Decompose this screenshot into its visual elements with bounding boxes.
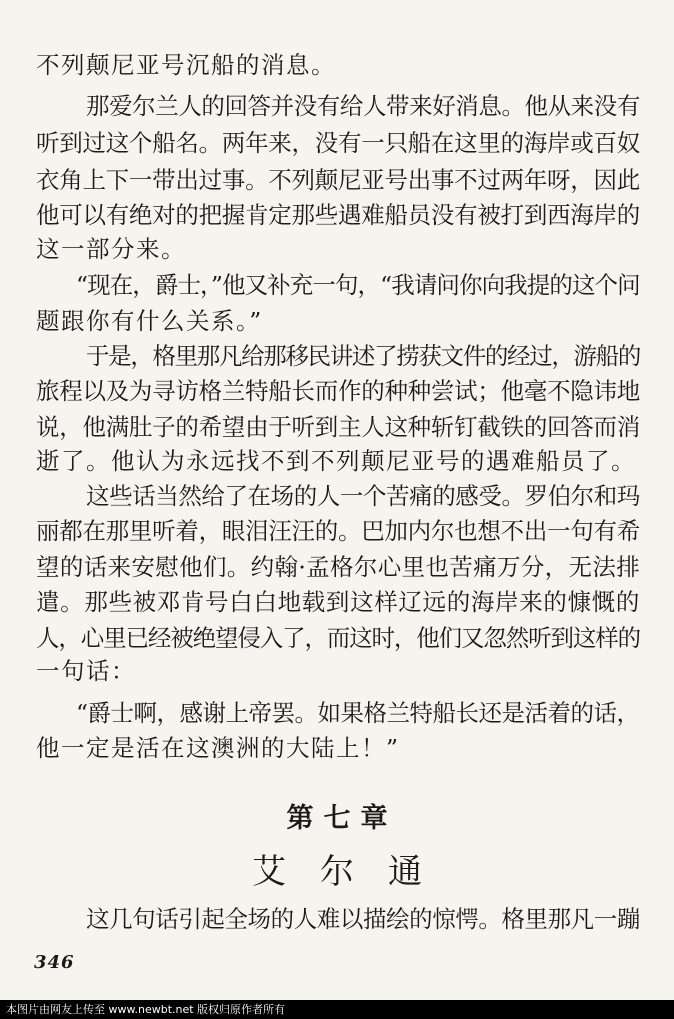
text-line: 于是，格里那凡给那移民讲述了捞获文件的经过，游船的 <box>86 342 640 370</box>
page-number: 346 <box>34 952 75 973</box>
text-line: 逝了。他认为永远找不到不列颠尼亚号的遇难船员了。 <box>36 447 636 475</box>
text-line: 旅程以及为寻访格兰特船长而作的种种尝试；他毫不隐讳地 <box>36 377 640 405</box>
chapter-title: 艾尔通 <box>252 852 456 892</box>
watermark-footer: 本图片由网友上传至 www.newbt.net 版权归原作者所有 <box>0 1000 674 1019</box>
text-line: 这些话当然给了在场的人一个苦痛的感受。罗伯尔和玛 <box>86 482 640 510</box>
text-line: 望的话来安慰他们。约翰·孟格尔心里也苦痛万分，无法排 <box>36 553 641 581</box>
text-line: 遣。那些被邓肯号白白地载到这样辽远的海岸来的慷慨的 <box>36 588 640 616</box>
text-line: 这几句话引起全场的人难以描绘的惊愕。格里那凡一蹦 <box>86 905 640 933</box>
text-line: 不列颠尼亚号沉船的消息。 <box>36 51 336 79</box>
text-line: 题跟你有什么关系。” <box>36 307 263 335</box>
text-line: 这一部分来。 <box>36 235 186 263</box>
text-line: 那爱尔兰人的回答并没有给人带来好消息。他从来没有 <box>86 92 640 120</box>
text-line: 丽都在那里听着，眼泪汪汪的。巴加内尔也想不出一句有希 <box>36 517 640 545</box>
text-line: 他一定是活在这澳洲的大陆上！” <box>36 734 400 762</box>
text-line: 人，心里已经被绝望侵入了，而这时，他们又忽然听到这样的 <box>36 624 640 652</box>
chapter-number: 第七章 <box>286 803 398 834</box>
text-line: “爵士啊，感谢上帝罢。如果格兰特船长还是活着的话， <box>76 699 640 727</box>
text-line: 说，他满肚子的希望由于听到主人这种斩钉截铁的回答而消 <box>36 413 640 441</box>
text-line: 听到过这个船名。两年来，没有一只船在这里的海岸或百奴 <box>36 129 640 157</box>
text-line: 一句话： <box>36 657 136 685</box>
text-line: “现在，爵士，”他又补充一句，“我请问你向我提的这个问 <box>76 271 640 299</box>
text-line: 他可以有绝对的把握肯定那些遇难船员没有被打到西海岸的 <box>36 201 640 229</box>
text-line: 衣角上下一带出过事。不列颠尼亚号出事不过两年呀，因此 <box>36 166 640 194</box>
